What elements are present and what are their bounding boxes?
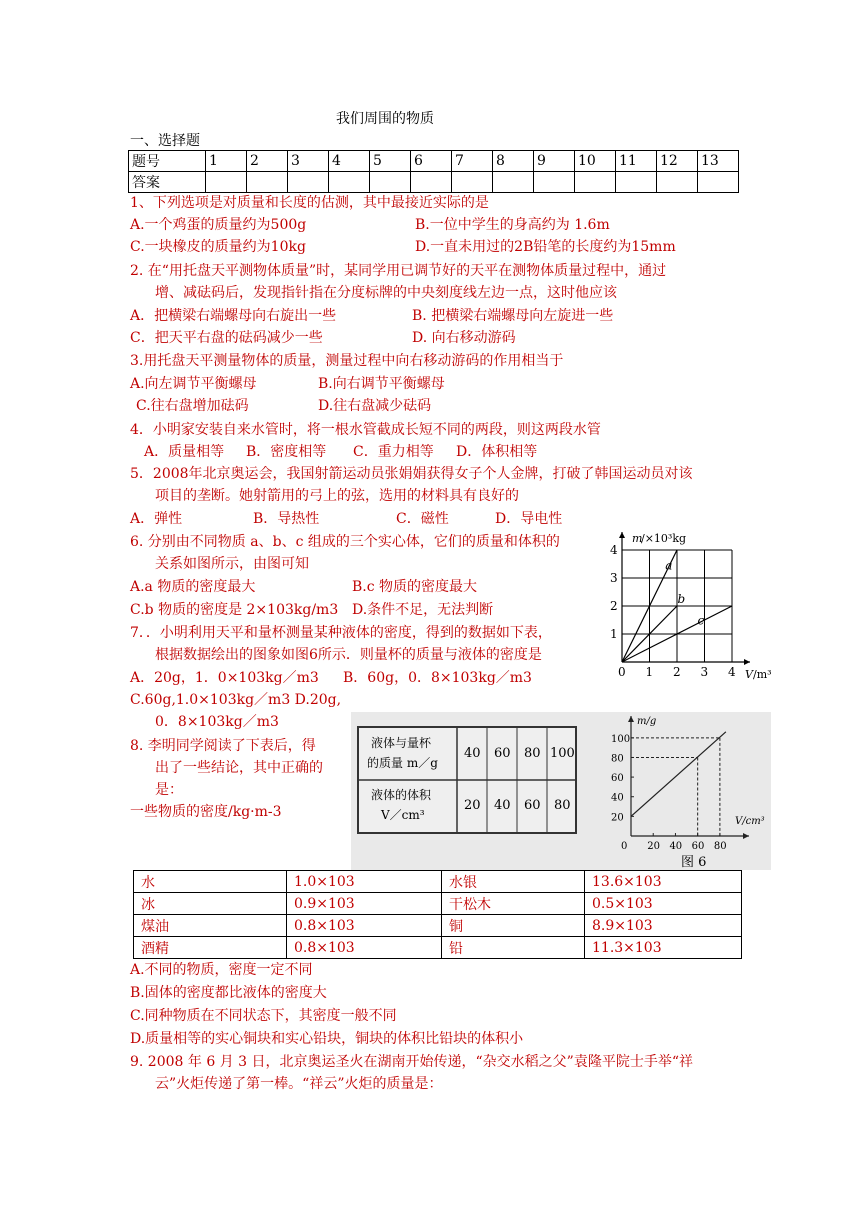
text-line: D．体积相等 [456,444,538,460]
photo-table-volume-label-1: 液体的体积 [371,788,432,802]
answer-header: 答案 [129,172,206,193]
table-row [134,915,742,937]
table-row [134,937,742,959]
x-tick-label: 60 [691,841,705,852]
figure-6-graph [591,712,771,870]
text-line: D.条件不足，无法判断 [352,602,494,618]
volume-value: 60 [524,798,541,813]
text-line: D.往右盘减少砝码 [318,398,432,414]
table-row [134,893,742,915]
text-line: 9. 2008 年 6 月 3 日，北京奥运圣火在湖南开始传递，“杂交水稻之父”袁隆平院士手举“祥 [130,1054,693,1070]
series-label-b: b [677,591,686,606]
data-line [631,732,726,817]
answer-cell[interactable] [288,172,329,193]
text-line: 6. 分别由不同物质 a、b、c 组成的三个实心体，它们的质量和体积的 [130,534,560,550]
x-axis-label: V/cm³ [735,816,765,827]
text-line: 0．8×103kg／m3 [155,714,279,730]
text-line: 3.用托盘天平测量物体的质量，测量过程中向右移动游码的作用相当于 [130,353,564,369]
text-line: B.固体的密度都比液体的密度大 [130,985,327,1001]
text-line: 一些物质的密度/kg·m-3 [130,804,282,820]
text-line: C.往右盘增加砝码 [136,398,249,414]
question-number-header: 题号 [129,151,206,172]
answer-cell[interactable] [329,172,370,193]
text-line: 8. 李明同学阅读了下表后，得 [130,738,316,754]
y-tick-label: 2 [610,599,618,613]
text-line: C.同种物质在不同状态下，其密度一般不同 [130,1008,397,1024]
text-line: 关系如图所示，由图可知 [155,556,309,572]
question-number: 9 [534,151,575,172]
volume-value: 80 [554,798,571,813]
volume-value: 40 [494,798,511,813]
text-line: 项目的垄断。她射箭用的弓上的弦，选用的材料具有良好的 [155,488,519,504]
text-line: 出了一些结论，其中正确的 [155,760,323,776]
table-cell: 铅 [442,937,585,959]
text-line: B. 把横梁右端螺母向左旋进一些 [412,308,614,324]
table-cell: 11.3×103 [585,937,742,959]
x-axis-arrow [743,833,749,839]
answer-cell[interactable] [698,172,739,193]
text-line: 增、减砝码后，发现指针指在分度标牌的中央刻度线左边一点，这时他应该 [155,285,617,301]
question-number: 11 [616,151,657,172]
text-line: C.一块橡皮的质量约为10kg [130,239,306,255]
text-line: 4．小明家安装自来水管时，将一根水管截成长短不同的两段，则这两段水管 [130,422,601,438]
x-tick-label: 3 [700,665,709,679]
table-cell: 8.9×103 [585,915,742,937]
section-heading: 一、选择题 [130,133,200,149]
text-line: B.一位中学生的身高约为 1.6m [415,217,610,233]
y-tick-label: 4 [610,543,618,557]
x-tick-label: 1 [645,665,654,679]
y-axis-label: m [632,532,643,545]
volume-value: 20 [464,798,481,813]
text-line: D．导电性 [495,511,563,527]
table-cell: 0.8×103 [287,915,442,937]
table-cell: 0.5×103 [585,893,742,915]
y-tick-label: 1 [610,627,618,641]
y-tick-label: 40 [611,792,624,804]
page-title: 我们周围的物质 [336,111,434,127]
scanned-figure [351,712,771,870]
answer-cell[interactable] [247,172,288,193]
x-axis-label: V [745,668,753,680]
y-tick-label: 80 [611,753,624,765]
text-line: 云”火炬传递了第一棒。“祥云”火炬的质量是： [155,1076,443,1092]
question-number: 13 [698,151,739,172]
table-row [129,151,739,172]
text-line: A．20g，1．0×103kg／m3 [130,670,319,686]
question-number: 12 [657,151,698,172]
x-tick-label: 0 [621,841,628,852]
text-line: A．质量相等 [144,444,225,460]
y-axis-arrow [628,716,634,722]
answer-cell[interactable] [452,172,493,193]
answer-cell[interactable] [493,172,534,193]
photo-table-volume-label-2: V／cm³ [381,808,425,822]
figure-caption: 图 6 [681,855,707,870]
photo-data-table [357,726,577,834]
y-axis-unit: /×10³kg [641,532,687,545]
table-cell: 0.9×103 [287,893,442,915]
text-line: A．把横梁右端螺母向右旋出一些 [130,308,337,324]
density-table [133,870,742,959]
text-line: D. 向右移动游码 [412,330,516,346]
question-number: 10 [575,151,616,172]
x-tick-label: 0 [618,665,626,679]
table-cell: 酒精 [134,937,287,959]
mass-value: 80 [524,746,541,761]
answer-cell[interactable] [534,172,575,193]
answer-cell[interactable] [616,172,657,193]
text-line: 1、下列选项是对质量和长度的估测，其中最接近实际的是 [130,195,489,211]
y-tick-label: 60 [611,773,624,785]
table-cell: 煤油 [134,915,287,937]
answer-cell[interactable] [575,172,616,193]
table-row [129,172,739,193]
question-number: 4 [329,151,370,172]
x-tick-label: 4 [728,665,736,679]
answer-cell[interactable] [657,172,698,193]
text-line: B．密度相等 [246,444,327,460]
text-line: 根据数据绘出的图象如图6所示．则量杯的质量与液体的密度是 [155,647,542,663]
text-line: C．把天平右盘的砝码减少一些 [130,330,323,346]
question-number: 3 [288,151,329,172]
answer-cell[interactable] [370,172,411,193]
text-line: A.一个鸡蛋的质量约为500g [130,217,307,233]
text-line: B．导热性 [253,511,320,527]
text-line: 是： [155,782,183,798]
series-label-a: a [665,558,673,573]
y-axis-arrow [619,532,625,538]
answer-table [128,150,739,193]
question-number: 1 [206,151,247,172]
table-cell: 冰 [134,893,287,915]
text-line: B．60g，0．8×103kg／m3 [343,670,532,686]
table-cell: 水 [134,871,287,893]
text-line: A.不同的物质，密度一定不同 [130,962,313,978]
text-line: 5．2008年北京奥运会，我国射箭运动员张娟娟获得女子个人金牌，打破了韩国运动员对该 [130,466,693,482]
text-line: C．磁性 [396,511,449,527]
mass-value: 60 [494,746,511,761]
question-number: 2 [247,151,288,172]
text-line: A．弹性 [130,511,183,527]
series-label-c: c [697,613,705,628]
answer-cell[interactable] [411,172,452,193]
question-number: 7 [452,151,493,172]
question-number: 6 [411,151,452,172]
mass-value: 40 [464,746,481,761]
text-line: C．重力相等 [353,444,434,460]
mass-volume-graph [600,528,780,680]
table-cell: 0.8×103 [287,937,442,959]
table-cell: 水银 [442,871,585,893]
text-line: 2. 在“用托盘天平测物体质量”时，某同学用已调节好的天平在测物体质量过程中，通过 [130,263,667,279]
question-number: 5 [370,151,411,172]
y-tick-label: 3 [610,571,618,585]
y-axis-label: m/g [637,716,657,727]
x-tick-label: 40 [669,841,683,852]
text-line: C.b 物质的密度是 2×103kg/m3 [130,602,339,618]
table-cell: 铜 [442,915,585,937]
text-line: D.一直未用过的2B铅笔的长度约为15mm [415,239,676,255]
text-line: A.向左调节平衡螺母 [130,376,257,392]
x-axis-arrow [744,659,750,665]
x-tick-label: 2 [673,665,681,679]
text-line: A.a 物质的密度最大 [130,579,256,595]
text-line: D.质量相等的实心铜块和实心铅块，铜块的体积比铅块的体积小 [130,1031,524,1047]
table-cell: 干松木 [442,893,585,915]
photo-table-mass-label-2: 的质量 m／g [367,756,438,770]
table-cell: 13.6×103 [585,871,742,893]
text-line: B.c 物质的密度最大 [352,579,478,595]
text-line: 7．．小明利用天平和量杯测量某种液体的密度，得到的数据如下表， [130,625,552,641]
answer-cell[interactable] [206,172,247,193]
question-number: 8 [493,151,534,172]
photo-table-mass-label-1: 液体与量杯 [371,736,432,750]
y-tick-label: 100 [611,733,631,745]
x-tick-label: 80 [713,841,727,852]
table-row [134,871,742,893]
y-tick-label: 20 [611,812,624,824]
table-cell: 1.0×103 [287,871,442,893]
x-axis-unit: /m³ [753,668,772,680]
text-line: B.向右调节平衡螺母 [318,376,445,392]
x-tick-label: 20 [647,841,660,852]
text-line: C.60g,1.0×103kg／m3 D.20g, [130,692,342,708]
mass-value: 100 [550,746,575,761]
